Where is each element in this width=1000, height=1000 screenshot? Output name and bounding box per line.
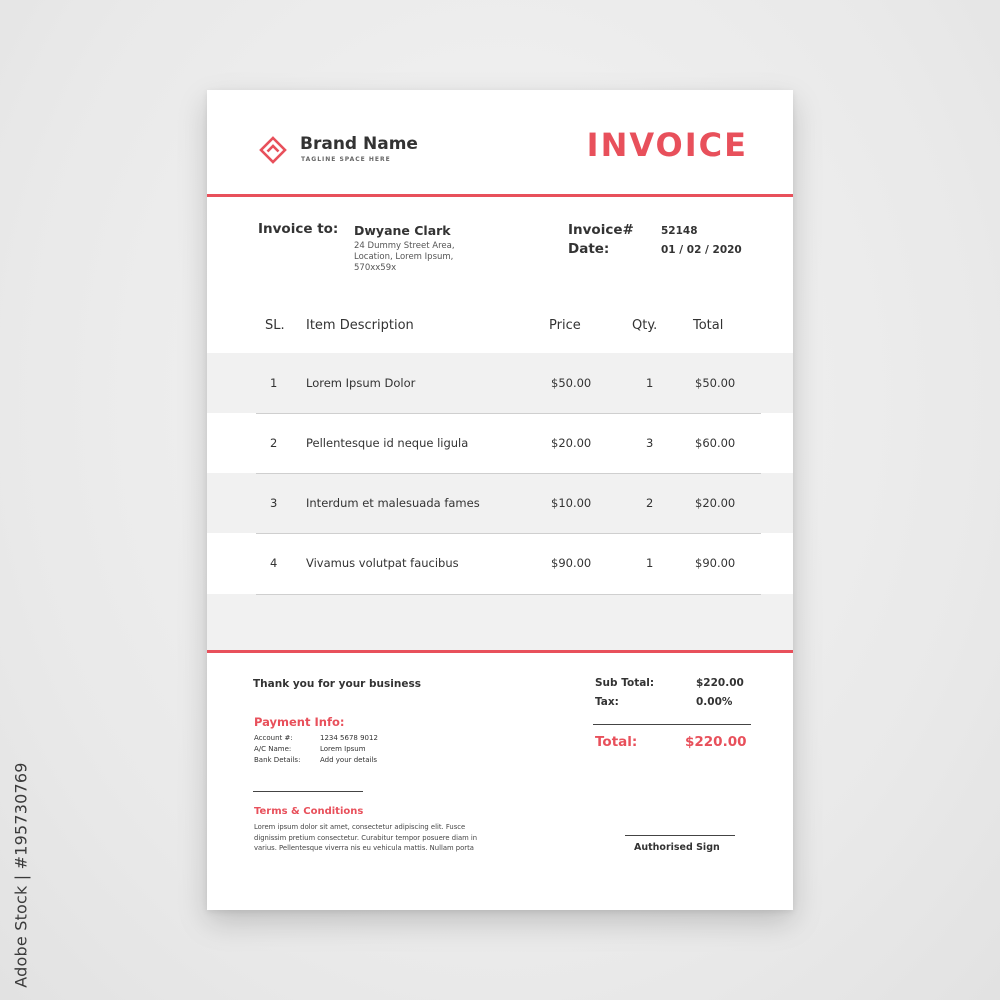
subtotal-label: Sub Total: bbox=[595, 677, 655, 689]
terms-rule bbox=[253, 791, 363, 792]
terms-line: varius. Pellentesque viverra nis eu vehicula mattis. Nullam porta bbox=[254, 844, 474, 852]
invoice-to-label: Invoice to: bbox=[258, 221, 339, 237]
terms-text bbox=[254, 822, 494, 854]
payment-label: Bank Details: bbox=[254, 756, 301, 764]
row-sl: 4 bbox=[270, 556, 278, 570]
brand-name: Brand Name bbox=[300, 134, 418, 154]
row-divider bbox=[256, 533, 761, 534]
row-total: $90.00 bbox=[695, 556, 736, 570]
row-total: $60.00 bbox=[695, 436, 736, 450]
document-title: INVOICE bbox=[586, 126, 748, 164]
totals-rule bbox=[593, 724, 751, 725]
payment-value: 1234 5678 9012 bbox=[320, 734, 378, 742]
row-description: Vivamus volutpat faucibus bbox=[306, 556, 459, 570]
payment-label: A/C Name: bbox=[254, 745, 292, 753]
invoice-number: 52148 bbox=[661, 225, 698, 237]
brand-tagline: TAGLINE SPACE HERE bbox=[301, 156, 391, 163]
diamond-house-icon bbox=[259, 136, 287, 164]
payment-value: Lorem Ipsum bbox=[320, 745, 366, 753]
row-price: $90.00 bbox=[551, 556, 592, 570]
signature-line bbox=[625, 835, 735, 836]
col-header-price: Price bbox=[549, 318, 581, 333]
row-sl: 2 bbox=[270, 436, 278, 450]
address-line: Location, Lorem Ipsum, bbox=[354, 252, 454, 262]
client-name: Dwyane Clark bbox=[354, 223, 451, 238]
col-header-sl: SL. bbox=[265, 318, 285, 333]
address-line: 24 Dummy Street Area, bbox=[354, 241, 455, 251]
row-price: $10.00 bbox=[551, 496, 592, 510]
stock-watermark bbox=[10, 762, 32, 988]
row-sl: 1 bbox=[270, 376, 278, 390]
row-sl: 3 bbox=[270, 496, 278, 510]
invoice-sheet bbox=[207, 90, 793, 910]
address-line: 570xx59x bbox=[354, 263, 397, 273]
invoice-number-label: Invoice# bbox=[568, 222, 634, 238]
row-qty: 1 bbox=[646, 376, 654, 390]
row-divider bbox=[256, 594, 761, 595]
payment-label: Account #: bbox=[254, 734, 293, 742]
row-total: $50.00 bbox=[695, 376, 736, 390]
date-label: Date: bbox=[568, 241, 610, 257]
row-divider bbox=[256, 473, 761, 474]
row-qty: 1 bbox=[646, 556, 654, 570]
row-stripe bbox=[207, 594, 793, 650]
row-divider bbox=[256, 413, 761, 414]
invoice-date: 01 / 02 / 2020 bbox=[661, 244, 742, 256]
col-header-description: Item Description bbox=[306, 318, 414, 333]
row-total: $20.00 bbox=[695, 496, 736, 510]
row-price: $50.00 bbox=[551, 376, 592, 390]
row-description: Lorem Ipsum Dolor bbox=[306, 376, 416, 390]
footer-divider bbox=[207, 650, 793, 653]
header-divider bbox=[207, 194, 793, 197]
row-price: $20.00 bbox=[551, 436, 592, 450]
terms-title: Terms & Conditions bbox=[254, 806, 364, 817]
row-description: Interdum et malesuada fames bbox=[306, 496, 480, 510]
terms-line: dignissim pretium consectetur. Curabitur tempor posuere diam in bbox=[254, 833, 478, 842]
payment-info-title: Payment Info: bbox=[254, 715, 345, 729]
col-header-qty: Qty. bbox=[632, 318, 658, 333]
client-address bbox=[354, 241, 455, 274]
tax-label: Tax: bbox=[595, 696, 619, 708]
thank-you-note: Thank you for your business bbox=[253, 678, 421, 690]
stock-watermark-text: Adobe Stock | #195730769 bbox=[11, 762, 31, 988]
subtotal-value: $220.00 bbox=[696, 677, 744, 689]
terms-line: Lorem ipsum dolor sit amet, consectetur adipiscing elit. Fusce bbox=[254, 823, 466, 831]
tax-value: 0.00% bbox=[696, 696, 733, 708]
col-header-total: Total bbox=[693, 318, 724, 333]
payment-value: Add your details bbox=[320, 756, 378, 764]
total-value: $220.00 bbox=[685, 734, 747, 750]
row-qty: 2 bbox=[646, 496, 654, 510]
row-description: Pellentesque id neque ligula bbox=[306, 436, 469, 450]
authorised-sign-label: Authorised Sign bbox=[634, 842, 720, 853]
total-label: Total: bbox=[595, 734, 638, 750]
row-qty: 3 bbox=[646, 436, 654, 450]
